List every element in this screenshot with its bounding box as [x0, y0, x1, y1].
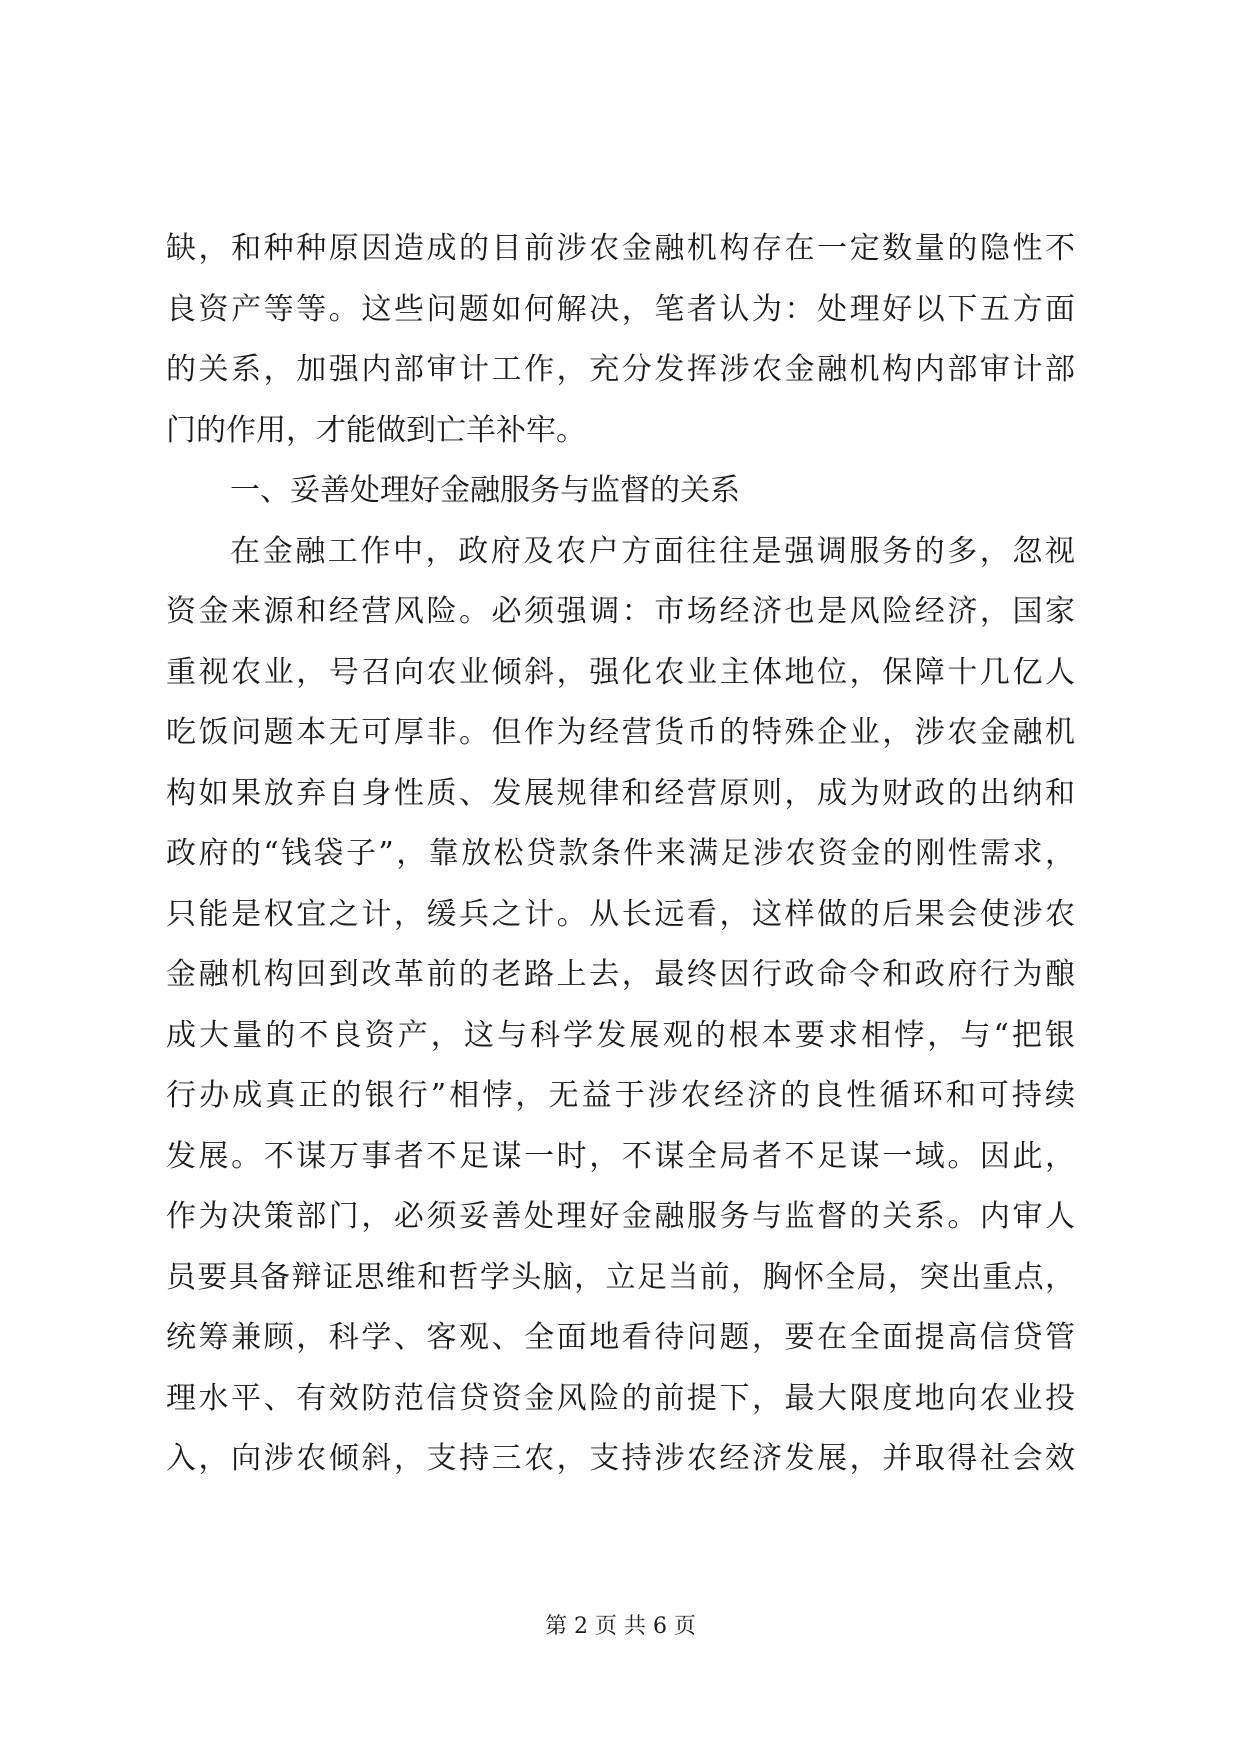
text-line: 构如果放弃自身性质、发展规律和经营原则，成为财政的出纳和	[166, 775, 1075, 811]
text-line: 良资产等等。这些问题如何解决，笔者认为：处理好以下五方面	[166, 291, 1075, 327]
text-line: 门的作用，才能做到亡羊补牢。	[166, 412, 586, 448]
text-line: 政府的“钱袋子”，靠放松贷款条件来满足涉农资金的刚性需求，	[166, 836, 1075, 871]
text-line: 重视农业，号召向农业倾斜，强化农业主体地位，保障十几亿人	[166, 654, 1075, 690]
text-line: 行办成真正的银行”相悖，无益于涉农经济的良性循环和可持续	[166, 1078, 1075, 1113]
text-line: 缺，和种种原因造成的目前涉农金融机构存在一定数量的隐性不	[166, 231, 1075, 266]
body-text	[166, 226, 1075, 1497]
text-line: 只能是权宜之计，缓兵之计。从长远看，这样做的后果会使涉农	[166, 896, 1075, 932]
text-line: 资金来源和经营风险。必须强调：市场经济也是风险经济，国家	[166, 594, 1075, 629]
text-line: 吃饭问题本无可厚非。但作为经营货币的特殊企业，涉农金融机	[166, 715, 1075, 750]
text-line: 统筹兼顾，科学、客观、全面地看待问题，要在全面提高信贷管	[166, 1320, 1075, 1355]
text-line: 发展。不谋万事者不足谋一时，不谋全局者不足谋一域。因此，	[166, 1138, 1075, 1174]
text-line: 入，向涉农倾斜，支持三农，支持涉农经济发展，并取得社会效	[166, 1441, 1075, 1476]
text-line: 理水平、有效防范信贷资金风险的前提下，最大限度地向农业投	[166, 1380, 1075, 1416]
text-line: 的关系，加强内部审计工作，充分发挥涉农金融机构内部审计部	[166, 352, 1075, 387]
text-line: 成大量的不良资产，这与科学发展观的根本要求相悖，与“把银	[166, 1017, 1075, 1053]
section-heading: 一、妥善处理好金融服务与监督的关系	[230, 473, 740, 508]
text-line: 在金融工作中，政府及农户方面往往是强调服务的多，忽视	[230, 533, 1075, 569]
page-footer: 第 2 页 共 6 页	[545, 1614, 696, 1639]
text-line: 金融机构回到改革前的老路上去，最终因行政命令和政府行为酿	[166, 957, 1075, 992]
text-line: 员要具备辩证思维和哲学头脑，立足当前，胸怀全局，突出重点，	[166, 1259, 1075, 1295]
text-line: 作为决策部门，必须妥善处理好金融服务与监督的关系。内审人	[166, 1199, 1075, 1234]
